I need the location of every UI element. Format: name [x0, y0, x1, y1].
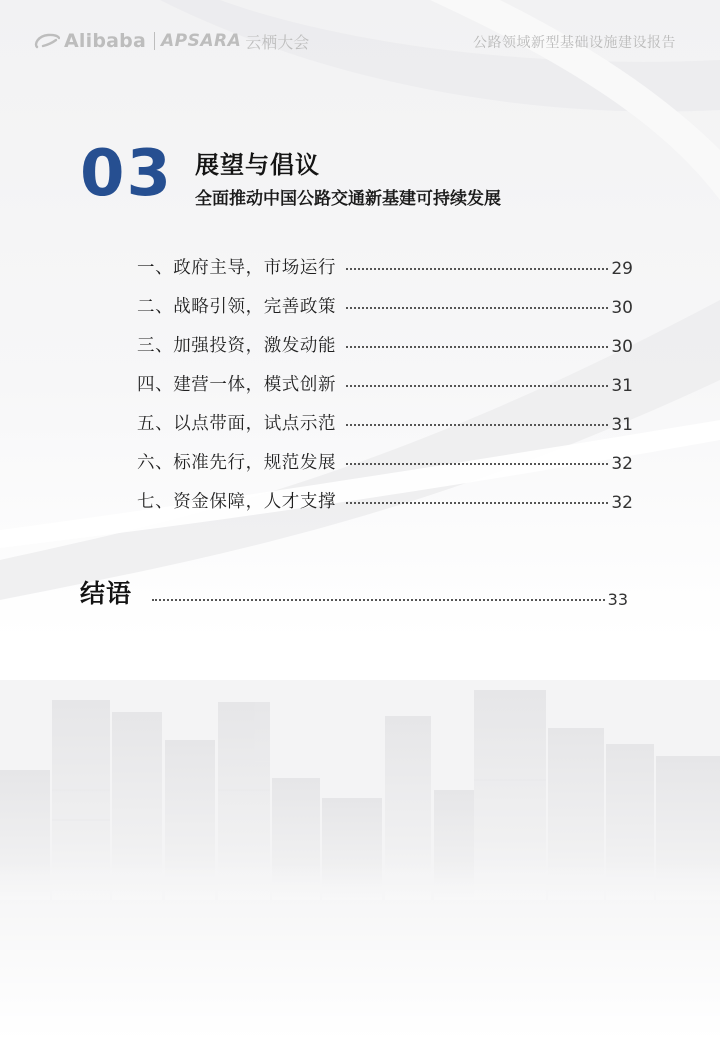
toc-entry-page: 30 [611, 298, 633, 318]
chapter-title: 展望与倡议 [195, 151, 320, 179]
toc-entry[interactable] [137, 474, 633, 513]
logo-divider [154, 32, 155, 50]
toc-entry[interactable] [137, 240, 633, 279]
toc-leader-dots [346, 345, 608, 348]
toc-entry[interactable] [137, 435, 633, 474]
conclusion-page: 33 [607, 590, 628, 609]
toc-entry-page: 32 [611, 493, 633, 513]
toc-entry-page: 31 [611, 376, 633, 396]
toc-leader-dots [346, 501, 608, 504]
toc-leader-dots [346, 462, 608, 465]
toc-entry[interactable] [137, 396, 633, 435]
toc-entry-page: 32 [611, 454, 633, 474]
toc-entry-page: 29 [611, 259, 633, 279]
toc-entry-label: 二、战略引领，完善政策 [137, 297, 337, 317]
toc-entry-label: 五、以点带面，试点示范 [137, 414, 337, 434]
conclusion-label: 结语 [80, 579, 133, 608]
toc-entry-label: 七、资金保障，人才支撑 [137, 492, 337, 512]
brand-logo [34, 29, 309, 53]
report-title: 公路领域新型基础设施建设报告 [473, 35, 676, 51]
toc-leader-dots [152, 598, 605, 601]
alibaba-logo-icon [34, 32, 60, 50]
toc-entry-label: 六、标准先行，规范发展 [137, 453, 337, 473]
toc-entry[interactable] [137, 357, 633, 396]
toc-leader-dots [346, 306, 608, 309]
toc-entry-page: 30 [611, 337, 633, 357]
toc-leader-dots [346, 267, 608, 270]
toc-entry-label: 一、政府主导，市场运行 [137, 258, 337, 278]
toc-entry[interactable] [137, 318, 633, 357]
toc-conclusion-entry[interactable] [80, 574, 628, 610]
toc-leader-dots [346, 423, 608, 426]
toc-entry[interactable] [137, 279, 633, 318]
chapter-subtitle: 全面推动中国公路交通新基建可持续发展 [195, 189, 501, 209]
toc-entry-page: 31 [611, 415, 633, 435]
logo-alibaba-text: Alibaba [64, 30, 146, 52]
toc-entry-label: 三、加强投资，激发动能 [137, 336, 337, 356]
toc-leader-dots [346, 384, 608, 387]
toc-entry-label: 四、建营一体，模式创新 [137, 375, 337, 395]
logo-apsara-text: APSARA [160, 31, 242, 51]
chapter-number: 03 [80, 137, 174, 211]
table-of-contents [137, 240, 633, 513]
logo-yunqi-text: 云栖大会 [245, 32, 310, 52]
